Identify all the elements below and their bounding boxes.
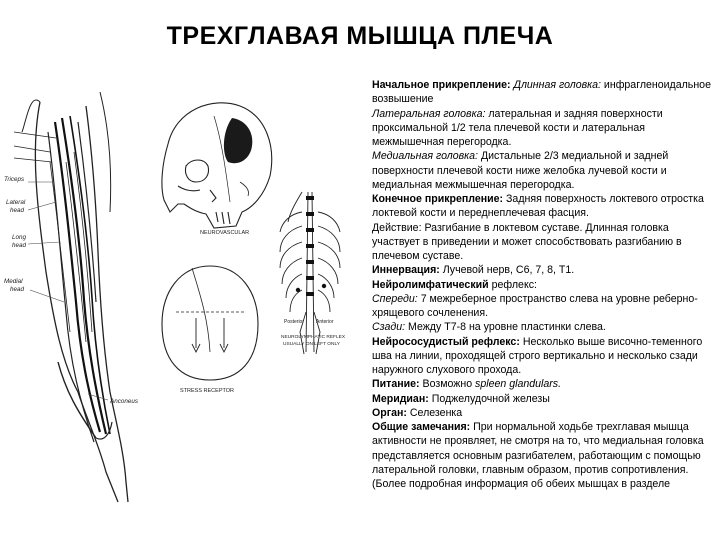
origin-long-label: Длинная головка: [513,79,601,91]
front-label: Спереди: [372,292,418,305]
nv-reflex [372,335,714,378]
temple-spot-icon [224,118,252,163]
label-medial-2: head [10,286,25,293]
stress-receptor-caption: STRESS RECEPTOR [180,388,234,394]
origin-heading [372,78,714,107]
label-triceps: Triceps [4,176,25,183]
nv-reflex-text: Несколько выше височно-теменного шва на линии, проходящей строго вертикально и несколько сзади наружного слухового прохода. [372,335,703,376]
muscle-description [372,78,714,491]
page-title: ТРЕХГЛАВАЯ МЫШЦА ПЛЕЧА [166,22,554,50]
nl-reflex-label: Нейролимфатический [372,278,489,291]
meridian-text: Поджелудочной железы [431,392,550,405]
meridian-label: Меридиан: [372,392,429,405]
skull-top-illustration [162,266,258,380]
nl-reflex-text: рефлекс: [491,278,537,291]
nutrition-text-b: spleen glandulars. [475,378,562,391]
label-long-1: Long [12,234,27,241]
organ [372,406,714,420]
ribcage-illustration [280,192,340,354]
nl-reflex [372,278,714,292]
notes-text: При нормальной ходьбе трехглавая мышца активности не проявляет, не смотря на то, что медиальная головка представляется основным разгибателем, работающим с помощью латеральной головки, главным образом, против сопротивления. (Более подробная информация об обеих мышцах в разделе [372,421,704,490]
origin-lateral-text: латеральная и задняя поверхности проксимальной 1/2 тела плечевой кости и латеральная межмышечная перегородка. [372,107,663,148]
innervation-label: Иннервация: [372,264,440,277]
general-notes [372,420,714,491]
spine-anterior-label: Anterior [316,319,334,325]
skull-illustration [162,103,272,228]
innervation-text: Лучевой нерв, С6, 7, 8, Т1. [442,264,575,277]
notes-label: Общие замечания: [372,421,471,433]
origin-long-text: инфрагленоидальное возвышение [372,79,711,106]
origin-lateral-label: Латеральная головка: [372,107,486,120]
label-medial-1: Medial [4,278,23,285]
anatomy-illustration [0,62,372,540]
arm-illustration [14,92,128,502]
organ-label: Орган: [372,406,407,419]
reflex-front [372,292,714,321]
nv-reflex-label: Нейрососудистый рефлекс: [372,335,520,348]
reflex-caption-2: USUALLY ON LEFT ONLY [283,342,340,347]
reflex-caption-1: NEUROLYMPHATIC REFLEX [281,335,346,340]
meridian [372,392,714,406]
organ-text: Селезенка [409,406,463,419]
origin-medial-label: Медиальная головка: [372,150,478,163]
front-text: 7 межреберное пространство слева на уровне реберно-хрящевого сочленения. [372,292,698,319]
action-text: Действие: Разгибание в локтевом суставе. Длинная головка участвует в приведении и может способствовать разгибанию в плечевом суставе. [372,221,682,262]
nutrition [372,377,714,391]
nutrition-label: Питание: [372,378,420,391]
anatomy-figure [0,62,372,540]
origin-medial [372,149,714,192]
origin-label: Начальное прикрепление: [372,79,511,91]
origin-medial-text: Дистальные 2/3 медиальной и задней поверхности плечевой кости ниже желобка лучевой кости и медиальная межмышечная перегородка. [372,150,669,191]
innervation [372,263,714,277]
back-text: Между Т7-8 на уровне пластинки слева. [408,321,606,334]
label-long-2: head [12,242,27,249]
insertion [372,192,714,221]
nutrition-text-a: Возможно [422,378,473,391]
label-lateral-1: Lateral [6,199,26,206]
label-lateral-2: head [10,207,25,214]
back-label: Сзади: [372,321,406,334]
insertion-label: Конечное прикрепление: [372,193,504,205]
label-anconeus: Anconeus [110,398,139,405]
origin-lateral [372,107,714,150]
spine-posterior-label: Posterior [284,319,305,325]
skull-caption: NEUROVASCULAR [200,230,250,236]
insertion-text: Задняя поверхность локтевого отростка локтевой кости и переднеплечевая фасция. [372,193,704,220]
reflex-back [372,320,714,334]
